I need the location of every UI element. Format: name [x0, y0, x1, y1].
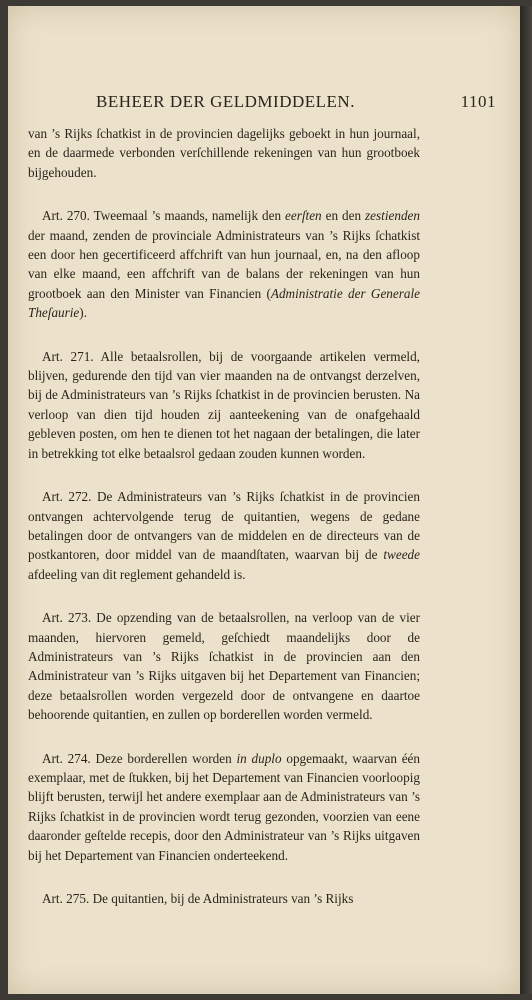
paragraph-text: ). [79, 305, 87, 321]
paragraph-text: Deze borderellen worden [90, 750, 237, 766]
paragraph-text: Tweemaal ’s maands, namelijk den [89, 208, 286, 224]
article-paragraph [28, 347, 420, 463]
article-number: Art. 272. [42, 489, 92, 505]
italic-text: eerſten [285, 208, 322, 224]
page-header [96, 92, 496, 116]
paragraph-text: der maand, zenden de provinciale Administrateurs van ’s Rijks ſchatkist een door hen gecertificeerd affchrift van hun journaal, en, na den afloop van elke maand, een affchrift van de balans der rekeningen van hun grootboek aan den Minister van Financien ( [28, 227, 420, 301]
article-number: Art. 271. [42, 348, 94, 364]
paragraph-text: en den [321, 208, 366, 224]
page-edge-shadow [520, 6, 532, 994]
article-paragraph [28, 487, 420, 584]
running-title: BEHEER DER GELDMIDDELEN. [96, 92, 355, 111]
article-paragraph [28, 206, 420, 322]
page-number: 1101 [460, 92, 496, 111]
paragraph-text: De Administrateurs van ’s Rijks ſchatkist in de provincien ontvangen achtervolgende terug de quitantien, wegens de gedane betalingen door de ontvangers van de middelen en de directeurs van de postkantoren, door middel van de maandſtaten, waarvan bij de [28, 489, 420, 563]
article-number: Art. 275. [42, 891, 90, 906]
page-body [28, 124, 420, 932]
paragraph-text: opgemaakt, waarvan één exemplaar, met de ſtukken, bij het Departement van Financien voorloopig blijft berusten, terwijl het andere exemplaar aan de Administrateurs van ’s Rijks ſchatkist in de provincien wordt terug gezonden, voorzien van eene daaronder geſtelde recepis, door den Administrateur van ’s Rijks uitgaven bij het Departement van Financien onderteekend. [28, 750, 421, 863]
continued-paragraph [28, 124, 420, 182]
paragraph-text: van ’s Rijks ſchatkist in de provincien dagelijks geboekt in hun journaal, en de daarmede verbonden verſchillende rekeningen van hun grootboek bijgehouden. [28, 126, 420, 180]
article-paragraph [28, 889, 420, 908]
book-page [8, 6, 520, 994]
paragraph-text: afdeeling van dit reglement gehandeld is. [28, 566, 246, 582]
article-number: Art. 273. [42, 610, 92, 626]
paragraph-text: Alle betaalsrollen, bij de voorgaande artikelen vermeld, blijven, gedurende den tijd van vier maanden na de ontvangst derzelven, bij de Administrateurs van ’s Rijks ſchatkist in de provincien berusten. Na verloop van dien tijd houden zij aanteekening van de onafgehaald gebleven posten, om hen te dienen tot het nagaan der betalingen, die later in betrekking tot elke betaalsrol gedaan zouden kunnen worden. [28, 348, 420, 461]
paragraph-text: De quitantien, bij de Administrateurs van ’s Rijks [89, 891, 354, 906]
article-number: Art. 270. [42, 208, 90, 224]
article-paragraph [28, 608, 420, 724]
italic-text: zestienden [365, 208, 420, 224]
article-paragraph [28, 749, 420, 865]
article-number: Art. 274. [42, 750, 91, 766]
paragraph-text: De opzending van de betaalsrollen, na verloop van de vier maanden, hiervoren gemeld, geſchiedt maandelijks door de Administrateurs van ’s Rijks ſchatkist in de provincien aan den Administrateur van ’s Rijks uitgaven bij het Departement van Financien; deze betaalsrollen worden vergezeld door de ontvangene en daartoe behoorende quitantien, en zullen op borderellen worden vermeld. [28, 610, 420, 723]
italic-text: tweede [383, 547, 420, 563]
italic-text: Administratie der Generale Theſaurie [28, 285, 421, 321]
italic-text: in duplo [236, 750, 282, 766]
